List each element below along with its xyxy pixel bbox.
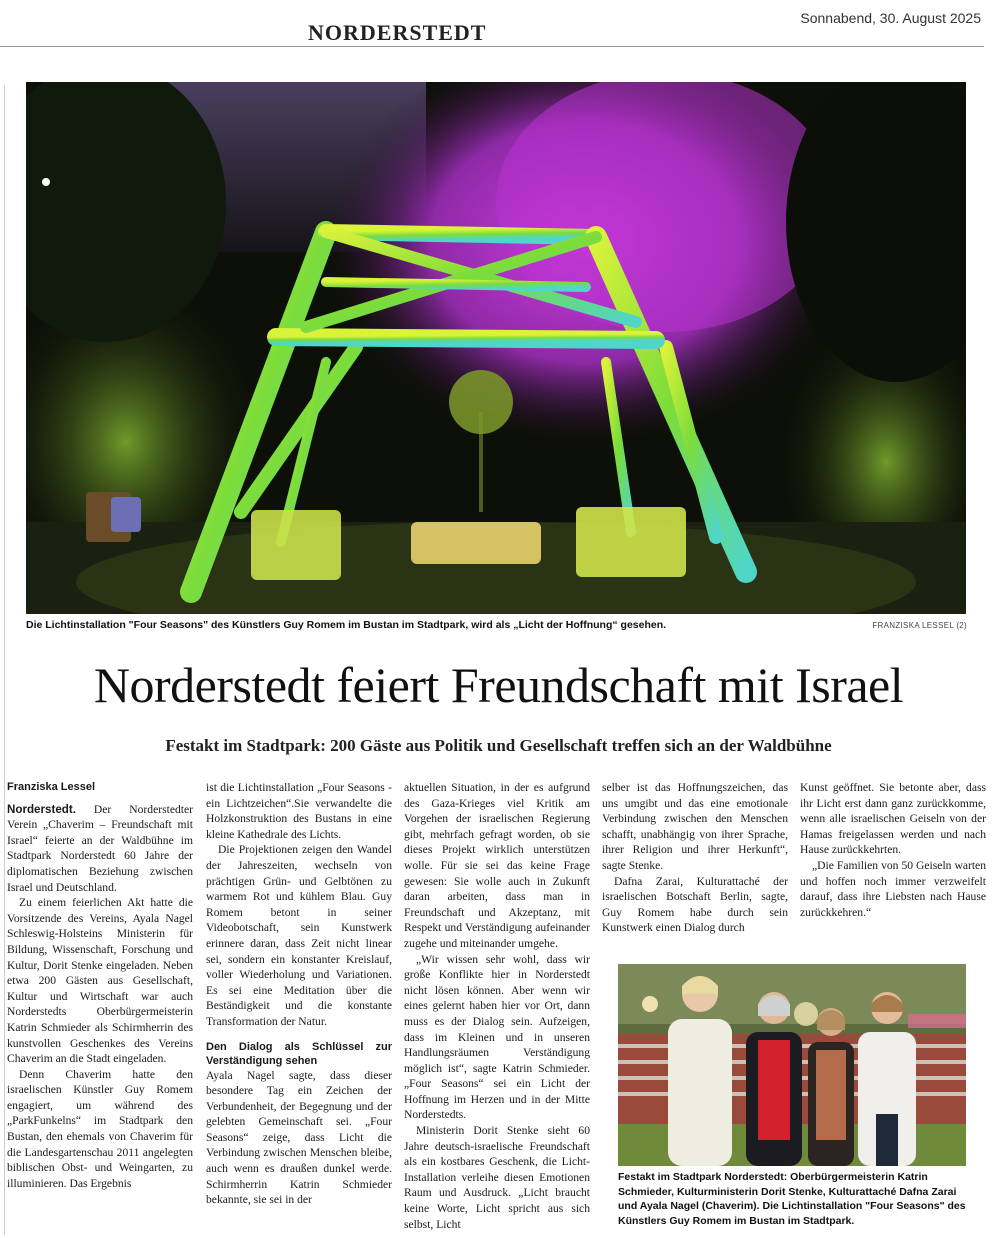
group-photo-illustration bbox=[618, 964, 966, 1166]
issue-date: Sonnabend, 30. August 2025 bbox=[800, 10, 981, 26]
paragraph bbox=[7, 802, 193, 896]
paragraph: selber ist das Hoffnungszeichen, das uns umgibt und das eine emotionale Verbindung zwischen den Menschen schafft, unabhängig von ihrer Sprache, ihrer Religion und ihrer Herkunft“, sagte Stenke. bbox=[602, 781, 788, 872]
article-column-1 bbox=[7, 780, 193, 1191]
article-headline: Norderstedt feiert Freundschaft mit Israel bbox=[93, 657, 904, 713]
main-photo-caption: Die Lichtinstallation "Four Seasons" des Künstlers Guy Romem im Bustan im Stadtpark, wird als „Licht der Hoffnung“ gesehen. bbox=[26, 619, 667, 631]
section-title: NORDERSTEDT bbox=[308, 20, 487, 45]
header-rule bbox=[0, 46, 984, 47]
paragraph: Denn Chaverim hatte den israelischen Künstler Guy Romem engagiert, um während des „ParkFunkelns“ im Stadtpark den Bustan, den ehemals von Chaverim für die Landesgartenschau 2011 angelegten biblischen Obst- und Weingarten, zu illuminieren. Das Ergebnis bbox=[7, 1067, 193, 1190]
paragraph: Ministerin Dorit Stenke sieht 60 Jahre deutsch-israelische Freundschaft als ein kostbares Geschenk, die Licht-Installation verleihe diesen Emotionen Raum und Ausdruck. „Licht braucht keine Worte, Licht spricht aus sich selbst, Licht bbox=[404, 1124, 590, 1231]
paragraph: „Die Familien von 50 Geiseln warten und hoffen noch immer verzweifelt darauf, dass ihre Liebsten nach Hause zurückkehren.“ bbox=[800, 858, 986, 919]
paragraph: Dafna Zarai, Kulturattaché der israelischen Botschaft Berlin, sagte, Guy Romem habe durch sein Kunstwerk einen Dialog durch bbox=[602, 874, 788, 935]
light-installation-illustration bbox=[26, 82, 966, 614]
paragraph: Ayala Nagel sagte, dass dieser besondere Tag ein Zeichen der Verbundenheit, der Begegnung und der gelebten Gemeinschaft sei. „Four Seasons“ zeige, dass Licht die Verbindung zwischen Menschen bleibe, auch wenn es draußen dunkel werde. Schirmherrin Katrin Schmieder bekannte, sie sei in der bbox=[206, 1068, 392, 1207]
article-column-5 bbox=[800, 780, 986, 920]
article-subheadline: Festakt im Stadtpark: 200 Gäste aus Politik und Gesellschaft treffen sich an der Waldbühne bbox=[165, 736, 832, 755]
paragraph-text: Der Norderstedter Verein „Chaverim – Freundschaft mit Israel“ feierte an der Waldbühne im Stadtpark Norderstedt 60 Jahre der diplomatischen Beziehung zwischen Israel und Deutschland. bbox=[7, 802, 193, 894]
dateline: Norderstedt. bbox=[7, 802, 76, 816]
article-column-2 bbox=[206, 780, 392, 1208]
article-column-4 bbox=[602, 780, 788, 936]
photo-credit: FRANZISKA LESSEL (2) bbox=[872, 621, 967, 630]
article-column-3 bbox=[404, 780, 590, 1232]
byline: Franziska Lessel bbox=[7, 781, 96, 793]
paragraph: ist die Lichtinstallation „Four Seasons - ein Lichtzeichen“.Sie verwandelte die Holzkonstruktion des Bustans in eine kleine Kathedrale des Lichts. bbox=[206, 781, 392, 841]
paragraph: „Wir wissen sehr wohl, dass wir große Konflikte hier in Norderstedt nicht lösen können. Aber wenn wir eines gelernt haben hier vor Ort, dann muss es der Dialog sein. Aufzeigen, dass im Kleinen und in unseren Handlungsräumen Verständigung möglich ist“, sagte Katrin Schmieder. „Four Seasons“ sei ein Licht der Hoffnung im Herzen und in der Mitte Norderstedts. bbox=[404, 952, 590, 1122]
second-photo-group bbox=[618, 964, 966, 1166]
second-photo-caption: Festakt im Stadtpark Norderstedt: Oberbürgermeisterin Katrin Schmieder, Kulturministerin Dorit Stenke, Kulturattaché Dafna Zarai und Ayala Nagel (Chaverim). Die Lichtinstallation "Four Seasons" des Künstlers Guy Romem im Bustan im Stadtpark. bbox=[618, 1171, 966, 1227]
article-subheading: Den Dialog als Schlüssel zur Verständigung sehen bbox=[206, 1040, 392, 1067]
paragraph: Kunst geöffnet. Sie betonte aber, dass ihr Licht erst dann ganz zurückkomme, wenn alle israelischen Geiseln von der Hamas freigelassen werden und nach Hause zurückkehrten. bbox=[800, 781, 986, 857]
paragraph: aktuellen Situation, in der es aufgrund des Gaza-Krieges viel Kritik am Vorgehen der israelischen Regierung gibt, mehrfach gefragt worden, ob sie dieses Projekt wirklich unterstützen wolle. Für sie sei das keine Frage gewesen: Sie wolle auch in Zukunft daran arbeiten, dass man in Freundschaft und Akzeptanz, mit Respekt und Verständigung aufeinander zugehe und miteinander umgehe. bbox=[404, 781, 590, 950]
main-photo-light-installation bbox=[26, 82, 966, 614]
page-header bbox=[0, 0, 997, 46]
paragraph: Die Projektionen zeigen den Wandel der Jahreszeiten, wechseln von prächtigen Grün- und Gelbtönen zu warmem Rot und kühlem Blau. Guy Romem betont in seiner Videobotschaft, sein Kunstwerk erinnere daran, dass Zeit nicht linear sei, sondern ein konstanter Kreislauf, voller Wiederholung und Variationen. Es sei eine Meditation über die Beständigkeit und die konstante Transformation der Natur. bbox=[206, 843, 392, 1028]
paragraph: Zu einem feierlichen Akt hatte die Vorsitzende des Vereins, Ayala Nagel Schleswig-Holsteins Ministerin für Bildung, Wissenschaft, Forschung und Kultur, Dorit Stenke eingeladen. Neben etwa 200 Gästen aus Gesellschaft, Kultur und Wirtschaft war auch Norderstedts Oberbürgermeisterin Katrin Schmieder als Schirmherrin des kunstvollen Geschenkes des Vereins Chaverim an die Stadt eingeladen. bbox=[7, 896, 193, 1066]
